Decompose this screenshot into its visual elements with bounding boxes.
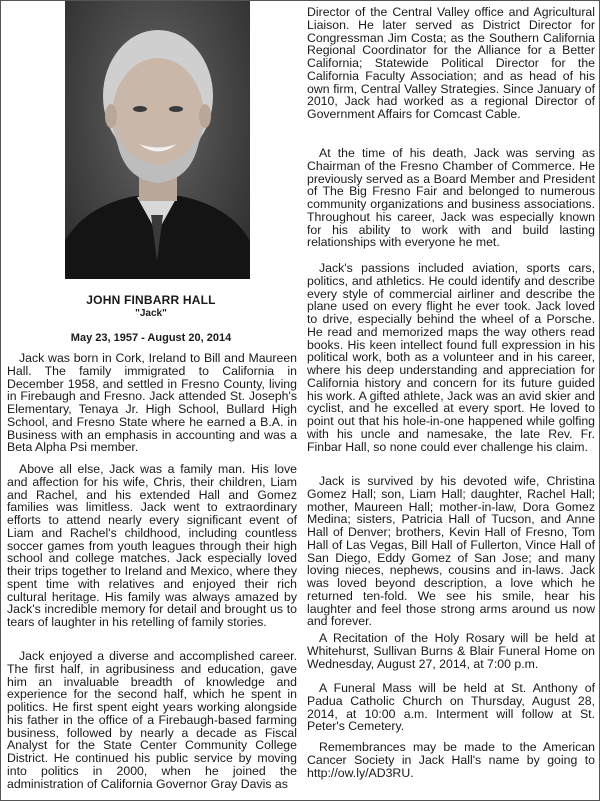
paragraph-remembrances: Remembrances may be made to the American Cancer Society in Jack Hall's name by going to http://ow.ly/AD3RU.: [307, 740, 595, 780]
paragraph-funeral-mass: A Funeral Mass will be held at St. Anthony of Padua Catholic Church on Thursday, August 28, 2014, at 10:00 a.m. Interment will follow at St. Peter's Cemetery.: [307, 681, 595, 734]
paragraph-rosary: A Recitation of the Holy Rosary will be held at Whitehurst, Sullivan Burns & Blair Funeral Home on Wednesday, August 27, 2014, at 7:00 p.m.: [307, 631, 595, 671]
paragraph-chamber: At the time of his death, Jack was serving as Chairman of the Fresno Chamber of Commerce. He previously served as a Board Member and President of The Big Fresno Fair and belonged to numerous community organizations and business associations. Throughout his career, Jack was especially known for his ability to work with and build lasting relationships with everyone he met.: [307, 146, 595, 250]
paragraph-survivors: Jack is survived by his devoted wife, Christina Gomez Hall; son, Liam Hall; daughter, Rachel Hall; mother, Maureen Hall; mother-in-law, Dora Gomez Medina; sisters, Patricia Hall of Tucson, and Anne Hall of Denver; brothers, Kevin Hall of Fresno, Tom Hall of Las Vegas, Bill Hall of Fullerton, Vince Hall of San Diego, Eddy Gomez of San Jose; and many loving nieces, nephews, cousins and in-laws. Jack was loved beyond description, a love which he returned ten-fold. We see his smile, hear his laughter and feel those strong arms around us now and forever.: [307, 474, 595, 629]
paragraph-passions: Jack's passions included aviation, sports cars, politics, and athletics. He could identify and describe every style of commercial airliner and describe the plane used on every flight he ever took. Jack loved to drive, especially behind the wheel of a Porsche. He read and memorized maps the way others read books. His keen intellect found full expression in his political work, both as a volunteer and in his career, where his deep understanding and appreciation for California history and concern for its future guided his work. A gifted athlete, Jack was an avid skier and cyclist, and he excelled at every sport. He loved to point out that his hole-in-one happened while golfing with his uncle and namesake, the late Rev. Fr. Finbar Hall, so none could ever challenge his claim.: [307, 261, 595, 454]
deceased-name: JOHN FINBARR HALL: [86, 293, 216, 307]
name-block: [5, 293, 297, 344]
paragraph-career-start: Jack enjoyed a diverse and accomplished career. The first half, in agribusiness and education, gave him an invaluable breadth of knowledge and experience for the second half, which he spent in politics. He first spent eight years working alongside his father in the office of a Firebaugh-based farming business, followed by nearly a decade as Fiscal Analyst for the State Center Community College District. He continued his public service by moving into politics in 2000, when he joined the administration of California Governor Gray Davis as: [7, 649, 297, 791]
paragraph-career-continued: Director of the Central Valley office and Agricultural Liaison. He later served as District Director for Congressman Jim Costa; as the Southern California Regional Coordinator for the Alliance for a Better California; Statewide Political Director for the California Faculty Association; and as head of his own firm, Central Valley Strategies. Since January of 2010, Jack had worked as a regional Director of Government Affairs for Comcast Cable.: [307, 5, 595, 121]
paragraph-early-life: Jack was born in Cork, Ireland to Bill and Maureen Hall. The family immigrated to California in December 1958, and settled in Fresno County, living in Firebaugh and Fresno. Jack attended St. Joseph's Elementary, Tenaya Jr. High School, Bullard High School, and Fresno State where he earned a B.A. in Business with an emphasis in accounting and was a Beta Alpha Psi member.: [7, 351, 297, 455]
portrait-illustration: [65, 1, 250, 279]
life-dates: May 23, 1957 - August 20, 2014: [70, 332, 232, 344]
portrait-photo: [65, 1, 250, 279]
paragraph-family: Above all else, Jack was a family man. His love and affection for his wife, Chris, their children, Liam and Rachel, and his extended Hall and Gomez families was limitless. Jack went to extraordinary efforts to attend nearly every significant event of Liam and Rachel's childhood, including countless soccer games from youth leagues through their high school and college matches. Jack especially loved their trips together to Ireland and Mexico, where they spent time with relatives and enjoyed their rich cultural heritage. His family was always amazed by Jack's incredible memory for detail and brought us to tears of laughter in his retelling of family stories.: [7, 462, 297, 629]
deceased-nickname: "Jack": [135, 308, 167, 319]
